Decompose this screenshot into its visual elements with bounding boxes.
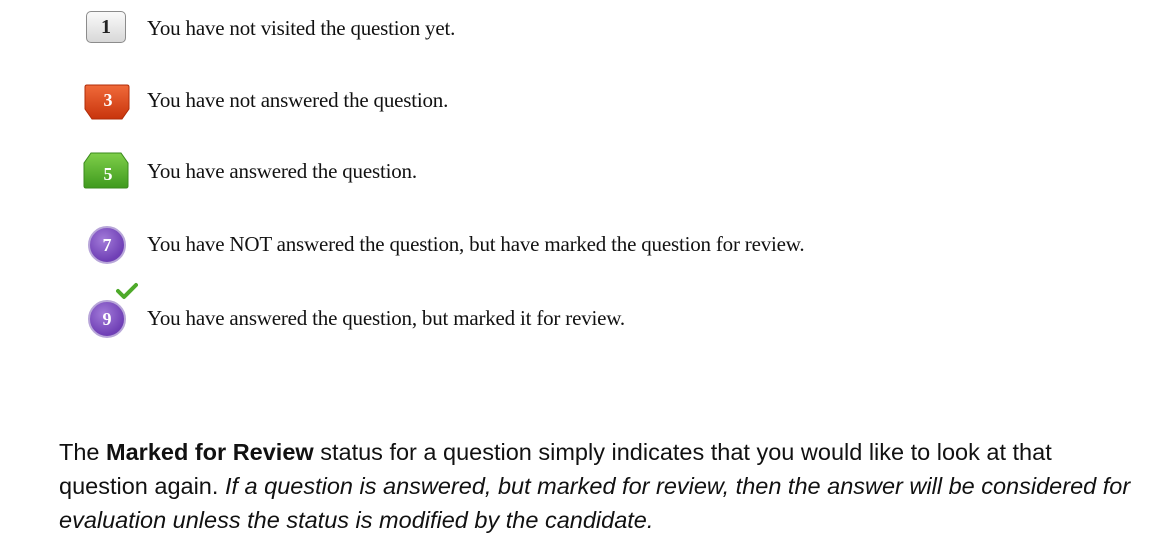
marked-for-review-explanation: [59, 435, 1139, 537]
legend-text-answered-and-marked: You have answered the question, but marked it for review.: [147, 305, 625, 330]
paragraph-intro: The: [59, 438, 107, 465]
not-visited-badge: [80, 8, 136, 48]
legend-row-not-visited: [80, 8, 456, 48]
legend-row-answered: [80, 151, 417, 191]
badge-number: 9: [88, 300, 126, 338]
checkmark-icon: [116, 282, 138, 300]
answered-and-marked-badge: [80, 298, 136, 338]
paragraph-body: status for a question simply indicates that you would like to look at that question again.: [59, 438, 1052, 499]
legend-row-not-answered: [80, 80, 449, 120]
not-answered-badge: [80, 80, 136, 120]
legend-row-marked-for-review: [80, 224, 805, 264]
legend-text-not-visited: You have not visited the question yet.: [147, 15, 456, 40]
marked-for-review-badge: [80, 224, 136, 264]
legend-text-not-answered: You have not answered the question.: [147, 87, 449, 112]
badge-number: 3: [103, 90, 113, 110]
legend-row-answered-and-marked: [80, 298, 625, 338]
badge-number: 7: [88, 226, 126, 264]
badge-number: 1: [86, 11, 126, 43]
legend-text-answered: You have answered the question.: [147, 158, 417, 183]
paragraph-note: If a question is answered, but marked for review, then the answer will be considered for evaluation unless the status is modified by the candidate.: [59, 472, 1131, 533]
badge-number: 5: [103, 164, 113, 184]
marked-for-review-term: Marked for Review: [106, 438, 314, 465]
legend-text-marked-for-review: You have NOT answered the question, but have marked the question for review.: [147, 231, 805, 256]
answered-badge: [80, 151, 136, 191]
